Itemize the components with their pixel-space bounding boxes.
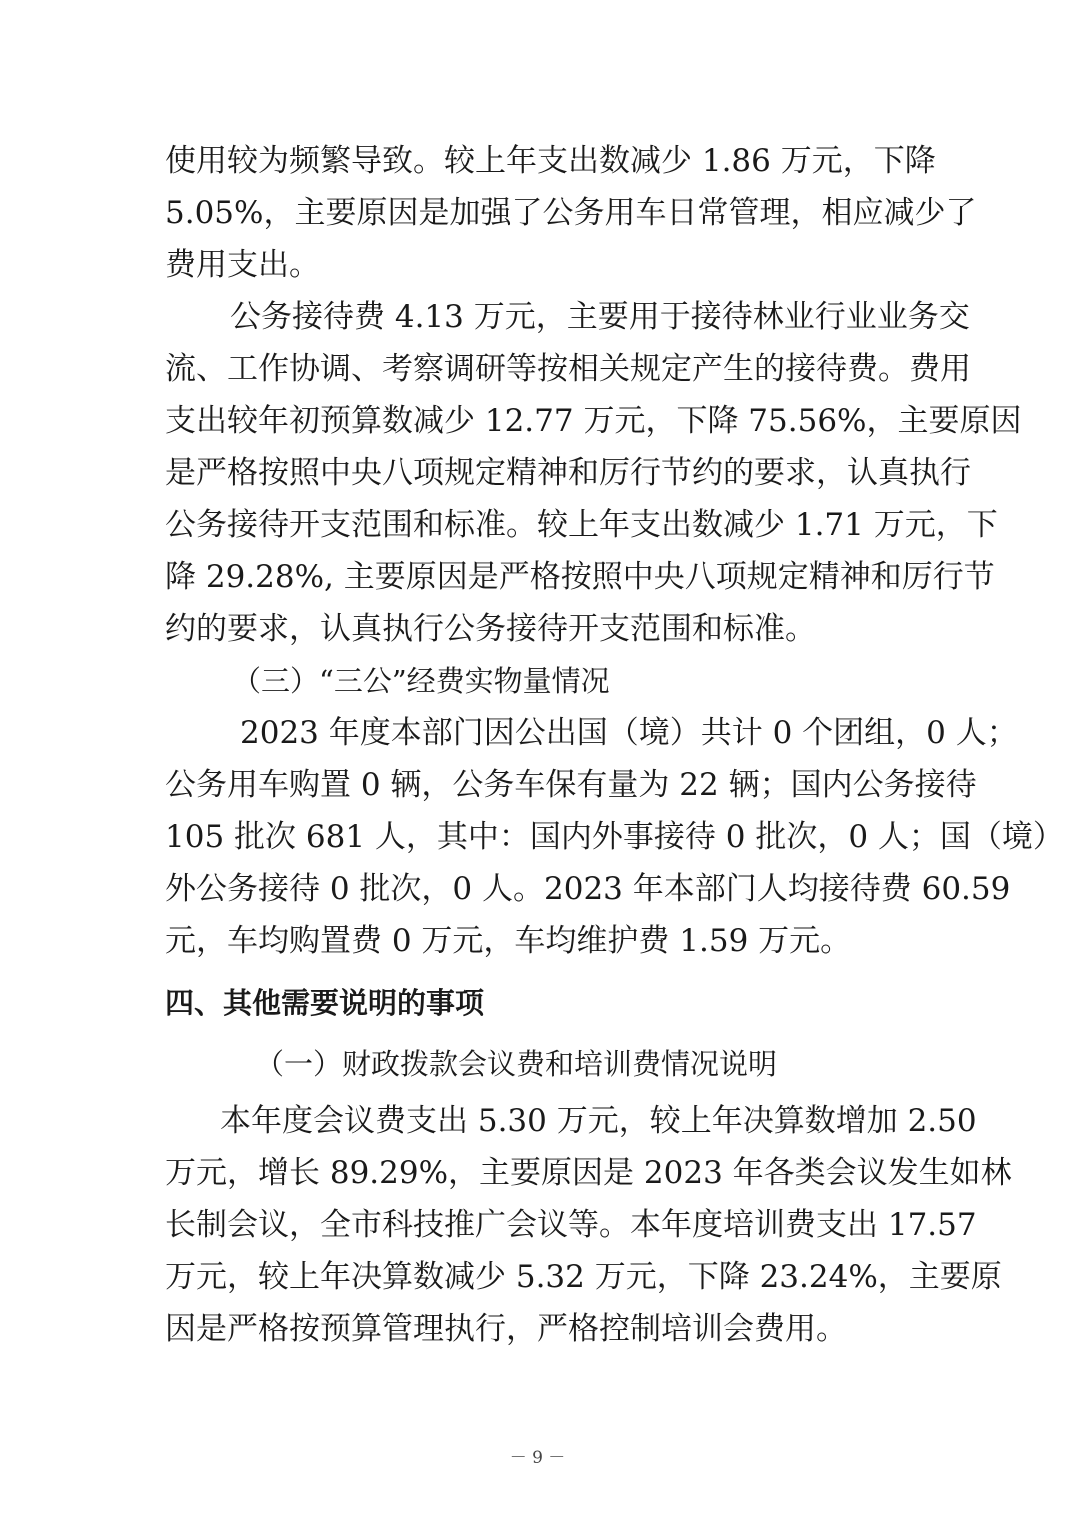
paragraph-3-line-5: 元，车均购置费 0 万元，车均维护费 1.59 万元。 <box>165 923 852 959</box>
section-heading-sanggong-physical: （三）“三公”经费实物量情况 <box>232 664 610 698</box>
paragraph-2-line-6: 降 29.28%, 主要原因是严格按照中央八项规定精神和厉行节 <box>165 559 995 595</box>
paragraph-4-line-5: 因是严格按预算管理执行，严格控制培训会费用。 <box>165 1311 847 1347</box>
paragraph-2-line-5: 公务接待开支范围和标准。较上年支出数减少 1.71 万元，下 <box>165 507 998 543</box>
paragraph-2-line-3: 支出较年初预算数减少 12.77 万元，下降 75.56%，主要原因 <box>165 403 1022 439</box>
paragraph-4-line-3: 长制会议，全市科技推广会议等。本年度培训费支出 17.57 <box>165 1207 977 1243</box>
subsection-heading-meeting-training: （一）财政拨款会议费和培训费情况说明 <box>255 1047 778 1081</box>
paragraph-1-line-3: 费用支出。 <box>165 247 320 283</box>
paragraph-3-line-4: 外公务接待 0 批次，0 人。2023 年本部门人均接待费 60.59 <box>165 871 1011 907</box>
paragraph-2-line-7: 约的要求，认真执行公务接待开支范围和标准。 <box>165 611 816 647</box>
page-number: － 9 － <box>509 1448 566 1468</box>
paragraph-3-line-1: 2023 年度本部门因公出国（境）共计 0 个团组，0 人； <box>240 715 1018 751</box>
paragraph-1-line-1: 使用较为频繁导致。较上年支出数减少 1.86 万元，下降 <box>165 143 936 179</box>
paragraph-1-line-2: 5.05%，主要原因是加强了公务用车日常管理，相应减少了 <box>165 195 977 231</box>
paragraph-4-line-2: 万元，增长 89.29%，主要原因是 2023 年各类会议发生如林 <box>165 1155 1012 1191</box>
paragraph-3-line-2: 公务用车购置 0 辆，公务车保有量为 22 辆；国内公务接待 <box>165 767 977 803</box>
paragraph-2-line-4: 是严格按照中央八项规定精神和厉行节约的要求，认真执行 <box>165 455 971 491</box>
paragraph-4-line-1: 本年度会议费支出 5.30 万元，较上年决算数增加 2.50 <box>220 1103 977 1139</box>
paragraph-3-line-3: 105 批次 681 人，其中：国内外事接待 0 批次，0 人；国（境） <box>165 819 1064 855</box>
paragraph-2-line-1: 公务接待费 4.13 万元，主要用于接待林业行业业务交 <box>230 299 970 335</box>
paragraph-2-line-2: 流、工作协调、考察调研等按相关规定产生的接待费。费用 <box>165 351 971 387</box>
paragraph-4-line-4: 万元，较上年决算数减少 5.32 万元，下降 23.24%，主要原 <box>165 1259 1002 1295</box>
section-heading-other-matters: 四、其他需要说明的事项 <box>165 986 485 1020</box>
